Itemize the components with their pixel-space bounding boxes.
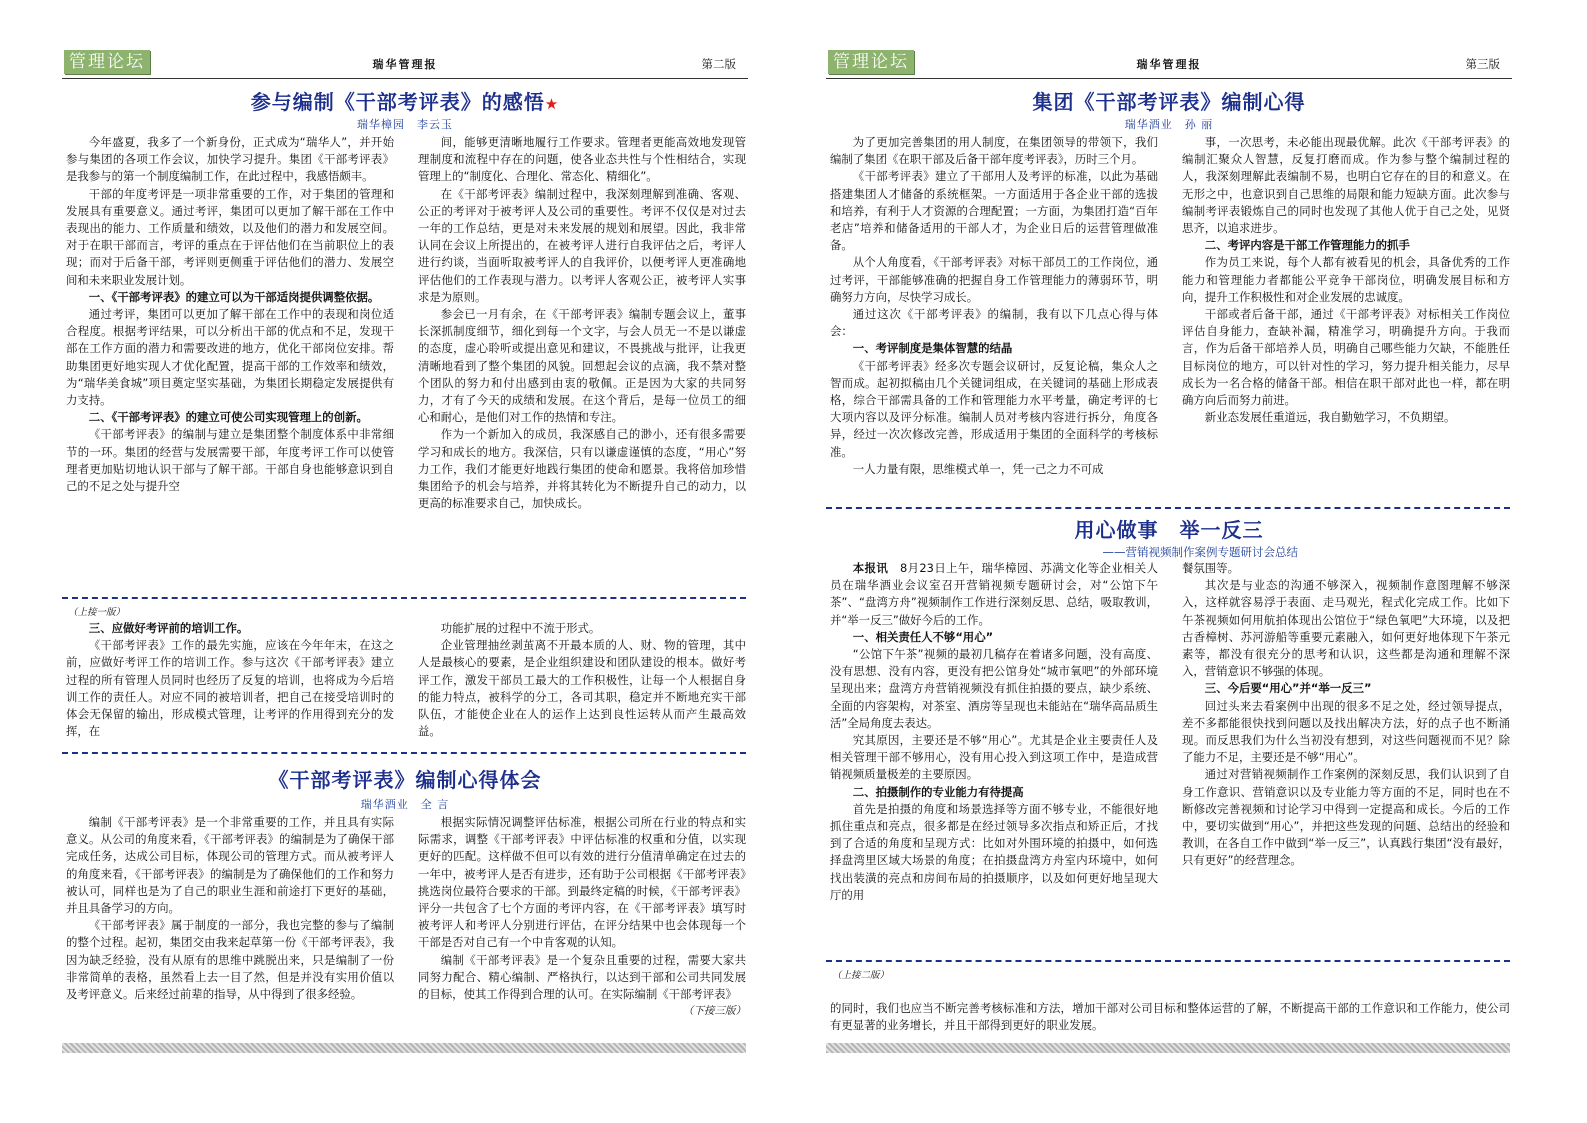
paragraph: 《干部考评表》经多次专题会议研讨，反复论稿，集众人之智而成。起初拟稿由几个关键词组成，在关键词的基础上形成表格，综合干部需具备的工作和管理能力水平考量，确定考评的七大项内容以及评分标准。编制人员对考核内容进行拆分，角度各异，经过一次次修改完善，形成适用于集团的全面科学的考核标准。	[830, 358, 1158, 459]
article-byline: 瑞华酒业 全 言	[360, 798, 450, 811]
paragraph: 编制《干部考评表》是一个非常重要的工作，并且具有实际意义。从公司的角度来看，《干部考评表》的编制是为了确保干部完成任务，达成公司目标，体现公司的管理方式。而从被考评人的角度来看，《干部考评表》的编制是为了确保他们的工作和努力被认可，同样也是为了自己的职业生涯和前途打下更好的基础，并且具备学习的方向。	[66, 815, 394, 916]
page-two	[62, 0, 748, 1123]
paragraph: 《干部考评表》工作的最先实施，应该在今年年末，在这之前，应做好考评工作的培训工作。参与这次《干部考评表》建立过程的所有管理人员同时也经历了反复的培训，也将成为今后培训工作的责任人。对应不同的被培训者，把自己在接受培训时的体会无保留的输出，形成模式管理，让考评的作用得到充分的发挥，在	[66, 638, 394, 739]
article-column-1	[830, 134, 1158, 500]
paragraph: 新业态发展任重道远，我自勤勉学习，不负期望。	[1204, 410, 1456, 425]
paragraph: 今年盛夏，我多了一个新身份，正式成为“瑞华人”，并开始参与集团的各项工作会议，加快学习提升。集团《干部考评表》是我参与的第一个制度编制工作，在此过程中，我感悟颇丰。	[66, 135, 394, 184]
lead-text: 8月23日上午，瑞华樟园、苏满文化等企业相关人员在瑞华酒业会议室召开营销视频专题研讨会，对“公馆下午茶”、“盘湾方舟”视频制作工作进行深刻反思、总结，吸取教训，并“举一反三”做好今后的工作。	[830, 561, 1158, 627]
paragraph: 通过对营销视频制作工作案例的深刻反思，我们认识到了自身工作意识、营销意识以及专业能力等方面的不足，同时也在不断修改完善视频和讨论学习中得到一定提高和成长。今后的工作中，要切实做到“用心”，并把这些发现的问题、总结出的经验和教训，在各自工作中做到“举一反三”，认真践行集团“没有最好，只有更好”的经营理念。	[1182, 767, 1510, 868]
edition-label: 第二版	[701, 57, 736, 71]
page-three	[826, 0, 1512, 1123]
paragraph: 企业管理抽丝剥茧离不开最本质的人、财、物的管理，其中人是最核心的要素，是企业组织建设和团队建设的根本。做好考评工作，激发干部员工最大的工作积极性，让每一个人根据自身的能力特点，被科学的分工，各司其职，稳定并不断地充实干部队伍，才能使企业在人的运作上达到良性运转从而产生最高效益。	[418, 638, 746, 739]
continued-label: （上接二版）	[832, 970, 890, 981]
section-heading: 二、考评内容是干部工作管理能力的抓手	[1204, 238, 1410, 253]
paragraph: 干部的年度考评是一项非常重要的工作，对于集团的管理和发展具有重要意义。通过考评，集团可以更加了解干部在工作中表现出的能力、工作质量和绩效，以及他们的潜力和发展空间。对于在职干部而言，考评的重点在于评估他们在当前职位上的表现；而对于后备干部，考评则更侧重于评估他们的潜力、发展空间和未来职业发展计划。	[66, 186, 394, 287]
article-column-1	[66, 814, 394, 1040]
article-byline: 瑞华樟园 李云玉	[357, 118, 453, 131]
article-subtitle: ——营销视频制作案例专题研讨会总结	[1102, 545, 1298, 559]
paragraph	[830, 560, 1158, 629]
paragraph: 《干部考评表》建立了干部用人及考评的标准，以此为基础搭建集团人才储备的系统框架。一方面适用于各企业干部的选拔和培养，有利于人才资源的合理配置；一方面，为集团打造“百年老店”培养和储备适用的干部人才，为企业日后的运营管理做准备。	[830, 169, 1158, 253]
continued-column-2	[418, 620, 746, 742]
section-heading: 二、《干部考评表》的建立可使公司实现管理上的创新。	[88, 410, 368, 425]
article-column-1	[830, 560, 1158, 952]
paragraph: 通过这次《干部考评表》的编制，我有以下几点心得与体会：	[830, 307, 1158, 339]
paragraph: 间，能够更清晰地履行工作要求。管理者更能高效地发现管理制度和流程中存在的问题，使各业态共性与个性相结合，实现管理上的“制度化、合理化、常态化、精细化”。	[418, 135, 746, 184]
divider	[826, 507, 1510, 509]
paragraph: 究其原因，主要还是不够“用心”。尤其是企业主要责任人及相关管理干部不够用心，没有用心投入到这项工作中，是造成营销视频质量极差的主要原因。	[830, 733, 1158, 782]
section-heading: 一、考评制度是集体智慧的结晶	[852, 341, 1013, 356]
article-title: 用心做事 举一反三	[1074, 518, 1264, 542]
paragraph: “公馆下午茶”视频的最初几稿存在着诸多问题，没有高度、没有思想、没有内容，更没有把公馆身处“城市氧吧”的外部环境呈现出来；盘湾方舟营销视频没有抓住拍摄的要点，缺少系统、全面的内容架构，对茶室、酒房等呈现也未能站在“瑞华高品质生活”全局角度去表达。	[830, 647, 1158, 730]
continued-to-label: （下接三版）	[683, 1005, 746, 1018]
article-column-1	[66, 134, 394, 590]
footer-band	[62, 1043, 746, 1053]
section-heading: 一、《干部考评表》的建立可以为干部适岗提供调整依据。	[88, 289, 380, 304]
newspaper-name: 瑞华管理报	[372, 58, 438, 71]
paragraph: 干部或者后备干部，通过《干部考评表》对标相关工作岗位评估自身能力，查缺补漏，精准学习，明确提升方向。于我而言，作为后备干部培养人员，明确自己哪些能力欠缺，不能胜任目标岗位的地方，可以针对性的学习，努力提升相关能力，尽早成长为一名合格的储备干部。相信在职干部对此也一样，都在明确方向后而努力前进。	[1182, 307, 1510, 408]
section-heading: 一、相关责任人不够“用心”	[852, 629, 994, 644]
article-column-2	[1182, 560, 1510, 952]
edition-label: 第三版	[1465, 57, 1500, 71]
paragraph: 作为一个新加入的成员，我深感自己的渺小，还有很多需要学习和成长的地方。我深信，只有以谦虚谨慎的态度，“用心”努力工作，我们才能更好地践行集团的使命和愿景。我将倍加珍惜集团给予的机会与培养，并将其转化为不断提升自己的动力，以更高的标准要求自己，加快成长。	[418, 427, 746, 511]
paragraph: 为了更加完善集团的用人制度，在集团领导的带领下，我们编制了集团《在职干部及后备干部年度考评表》，历时三个月。	[830, 135, 1158, 167]
section-heading: 三、应做好考评前的培训工作。	[88, 621, 249, 635]
section-logo: 管理论坛	[828, 50, 914, 74]
paragraph: 《干部考评表》属于制度的一部分，我也完整的参与了编制的整个过程。起初，集团交由我来起草第一份《干部考评表》，我因为缺乏经验，没有从原有的思维中跳脱出来，只是编制了一份非常简单的表格，虽然看上去一目了然，但是并没有实用价值以及考评意义。后来经过前辈的指导，从中得到了很多经验。	[66, 918, 394, 1002]
article-column-2	[418, 814, 746, 1040]
paragraph: 《干部考评表》的编制与建立是集团整个制度体系中非常细节的一环。集团的经营与发展需要干部，年度考评工作可以使管理者更加贴切地认识干部与了解干部。干部自身也能够意识到自己的不足之处与提升空	[66, 427, 394, 494]
lead-label: 本报讯	[852, 561, 889, 575]
paragraph: 的同时，我们也应当不断完善考核标准和方法，增加干部对公司目标和整体运营的了解，不断提高干部的工作意识和工作能力，使公司有更显著的业务增长，并且干部得到更好的职业发展。	[830, 1001, 1510, 1033]
paragraph: 其次是与业态的沟通不够深入，视频制作意图理解不够深入，这样就容易浮于表面、走马观光，程式化完成工作。比如下午茶视频如何用航拍体现出公馆位于“绿色氧吧”大环境，以及把古香樟树、苏河游船等重要元素融入，如何更好地体现下午茶元素等，都没有很充分的思考和认识，这些都是沟通和理解不深入，营销意识不够强的体现。	[1182, 578, 1510, 679]
article-title	[62, 86, 748, 115]
paragraph: 一人力量有限，思维模式单一，凭一己之力不可成	[852, 461, 1104, 476]
article-column-2	[418, 134, 746, 590]
masthead	[62, 50, 748, 79]
continued-text	[830, 1000, 1510, 1038]
paragraph: 在《干部考评表》编制过程中，我深刻理解到准确、客观、公正的考评对于被考评人及公司的重要性。考评不仅仅是对过去一年的工作总结，更是对未来发展的规划和展望。因此，我非常认同在会议上所提出的，在被考评人进行自我评估之后，考评人进行约谈，当面听取被考评人的自我评价，以便考评人更准确地评估他们的工作表现与潜力。以考评人客观公正，被考评人实事求是为原则。	[418, 186, 746, 304]
paragraph: 编制《干部考评表》是一个复杂且重要的过程，需要大家共同努力配合、精心编制、严格执行，以达到干部和公司共同发展的目标，使其工作得到合理的认可。在实际编制《干部考评表》 （下接三版）	[418, 952, 746, 1004]
newspaper-name: 瑞华管理报	[1136, 58, 1202, 71]
paragraph: 从个人角度看，《干部考评表》对标干部员工的工作岗位，通过考评，干部能够准确的把握自身工作管理能力的薄弱环节，明确努力方向，尽快学习成长。	[830, 255, 1158, 304]
article-byline: 瑞华酒业 孙 丽	[1124, 118, 1214, 131]
paragraph: 事，一次思考，未必能出现最优解。此次《干部考评表》的编制汇聚众人智慧，反复打磨而成。作为参与整个编制过程的人，我深刻理解此表编制不易，也明白它存在的目的和意义。在无形之中，也意识到自己思维的局限和能力短缺方面。此次参与编制考评表锻炼自己的同时也发现了其他人优于自己之处，见贤思齐，以追求进步。	[1182, 135, 1510, 236]
masthead	[826, 50, 1512, 79]
section-heading: 三、今后要“用心”并“举一反三”	[1204, 681, 1372, 696]
divider	[62, 752, 746, 754]
article-title: 《干部考评表》编制心得体会	[268, 768, 542, 792]
divider	[62, 597, 746, 599]
section-logo: 管理论坛	[64, 50, 150, 74]
article-column-2	[1182, 134, 1510, 500]
paragraph: 通过考评，集团可以更加了解干部在工作中的表现和岗位适合程度。根据考评结果，可以分析出干部的优点和不足，发现干部在工作方面的潜力和需要改进的地方，优化干部岗位安排。帮助集团更好地实现人才优化配置，提高干部的工作效率和绩效，为“瑞华美食城”项目奠定坚实基础，为集团长期稳定发展提供有力支持。	[66, 307, 394, 408]
paragraph: 餐氛围等。	[1182, 561, 1239, 575]
footer-band	[826, 1043, 1510, 1053]
paragraph: 参会已一月有余，在《干部考评表》编制专题会议上，董事长深抓制度细节，细化到每一个文字，与会人员无一不是以谦虚的态度，虚心聆听或提出意见和建议，不畏挑战与批评，让我更清晰地看到了整个集团的风貌。回想起会议的点滴，我不禁对整个团队的努力和付出感到由衷的敬佩。正是因为大家的共同努力，才有了今天的成绩和发展。在这个背后，是每一位员工的细心和耐心，是他们对工作的热情和专注。	[418, 307, 746, 425]
continued-column-1	[66, 620, 394, 742]
paragraph: 功能扩展的过程中不流于形式。	[440, 621, 601, 635]
paragraph: 回过头来去看案例中出现的很多不足之处，经过领导提点，差不多都能很快找到问题以及找出解决方法，好的点子也不断涌现。而反思我们为什么当初没有想到，对这些问题视而不见？除了能力不足，主要还是不够“用心”。	[1182, 698, 1510, 765]
article-title: 集团《干部考评表》编制心得	[1032, 90, 1306, 114]
paragraph: 作为员工来说，每个人都有被看见的机会，具备优秀的工作能力和管理能力者都能公平竞争干部岗位，明确发展目标和方向，提升工作积极性和对企业发展的忠诚度。	[1182, 255, 1510, 304]
star-icon: ★	[544, 95, 560, 113]
article-title-text: 参与编制《干部考评表》的感悟	[250, 90, 545, 114]
continued-label: （上接一版）	[68, 607, 126, 618]
paragraph: 首先是拍摄的角度和场景选择等方面不够专业，不能很好地抓住重点和亮点，很多都是在经过领导多次指点和矫正后，才找到了合适的角度和呈现方式：比如对外围环境的拍摄中，如何选择盘湾里区域大场景的角度；在拍摄盘湾方舟室内环境中，如何找出装潢的亮点和房间布局的拍摄顺序，以及如何更好地呈现大厅的用	[830, 801, 1158, 902]
section-heading: 二、拍摄制作的专业能力有待提高	[852, 784, 1024, 799]
divider	[826, 960, 1510, 962]
paragraph: 根据实际情况调整评估标准，根据公司所在行业的特点和实际需求，调整《干部考评表》中评估标准的权重和分值，以实现更好的匹配。这样做不但可以有效的进行分值清单确定在过去的一年中，被考评人是否有进步，还有助于公司根据《干部考评表》挑选岗位最符合要求的干部。到最终定稿的时候，《干部考评表》评分一共包含了七个方面的考评内容，在《干部考评表》填写时被考评人和考评人分别进行评估，在评分结果中也会体现每一个干部是否对自己有一个中肯客观的认知。	[418, 815, 746, 950]
